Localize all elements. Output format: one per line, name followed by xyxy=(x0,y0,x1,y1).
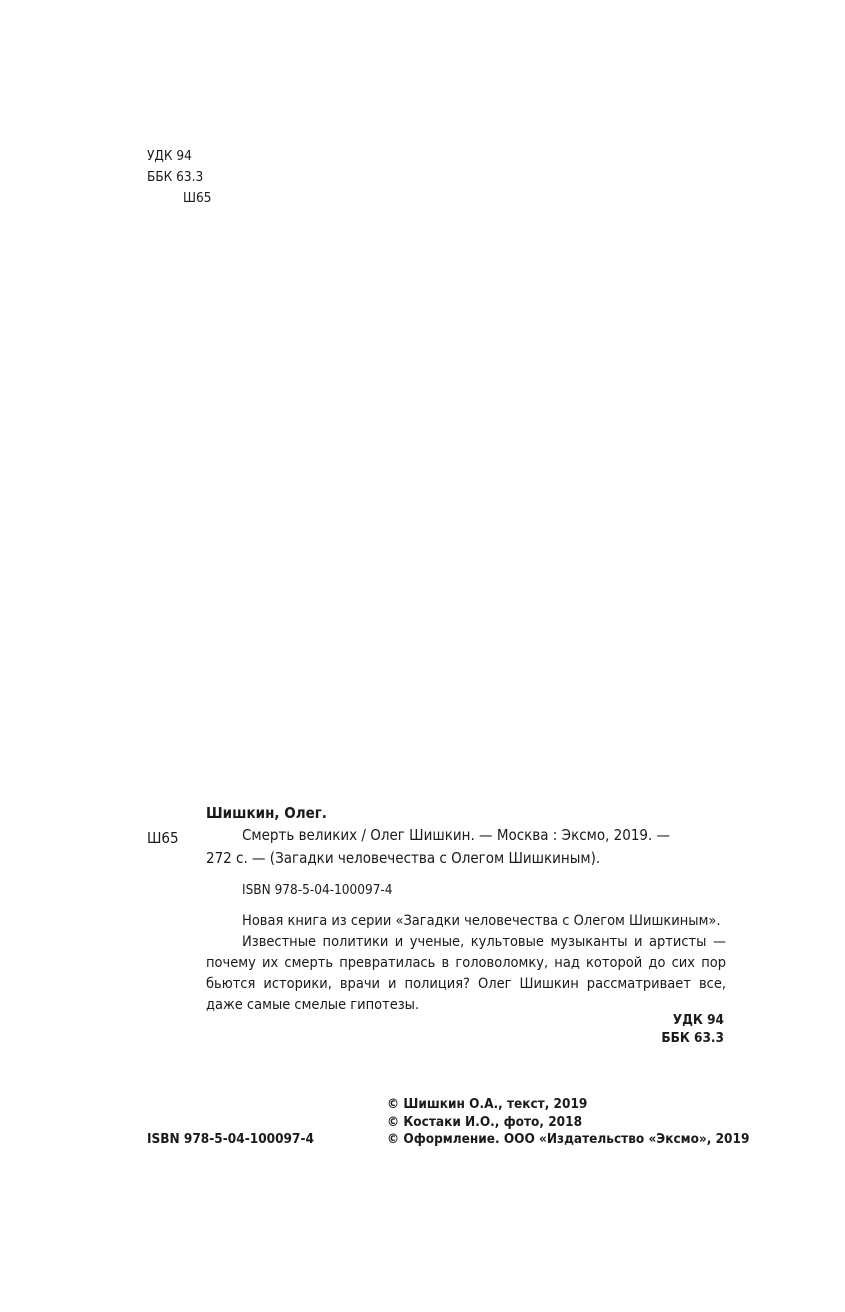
copyright-text: © Шишкин О.А., текст, 2019 xyxy=(387,1096,588,1112)
top-author-sign: Ш65 xyxy=(183,190,212,206)
record-line-1: Смерть великих / Олег Шишкин. — Москва : Эксмо, 2019. — xyxy=(242,826,671,844)
top-udk-code: УДК 94 xyxy=(147,148,192,164)
annotation-paragraph-2: Известные политики и ученые, культовые музыканты и артисты — почему их смерть превратилась в головоломку, над которой до сих пор бьются историки, врачи и полиция? Олег Шишкин рассматривает все, даже самые смелые гипотезы. xyxy=(206,934,726,1013)
bottom-bbk-code: ББК 63.3 xyxy=(661,1030,724,1046)
annotation-paragraph-1: Новая книга из серии «Загадки человечества с Олегом Шишкиным». xyxy=(242,913,721,929)
copyright-photo: © Костаки И.О., фото, 2018 xyxy=(387,1114,583,1130)
record-author-sign: Ш65 xyxy=(147,829,179,847)
top-bbk-code: ББК 63.3 xyxy=(147,169,204,185)
footer-isbn: ISBN 978-5-04-100097-4 xyxy=(147,1131,314,1147)
record-isbn: ISBN 978-5-04-100097-4 xyxy=(242,882,393,898)
bottom-udk-code: УДК 94 xyxy=(672,1012,724,1028)
record-line-2: 272 с. — (Загадки человечества с Олегом Шишкиным). xyxy=(206,849,601,867)
annotation xyxy=(206,911,726,1016)
copyright-design: © Оформление. ООО «Издательство «Эксмо», 2019 xyxy=(387,1131,750,1147)
author-heading: Шишкин, Олег. xyxy=(206,804,327,822)
